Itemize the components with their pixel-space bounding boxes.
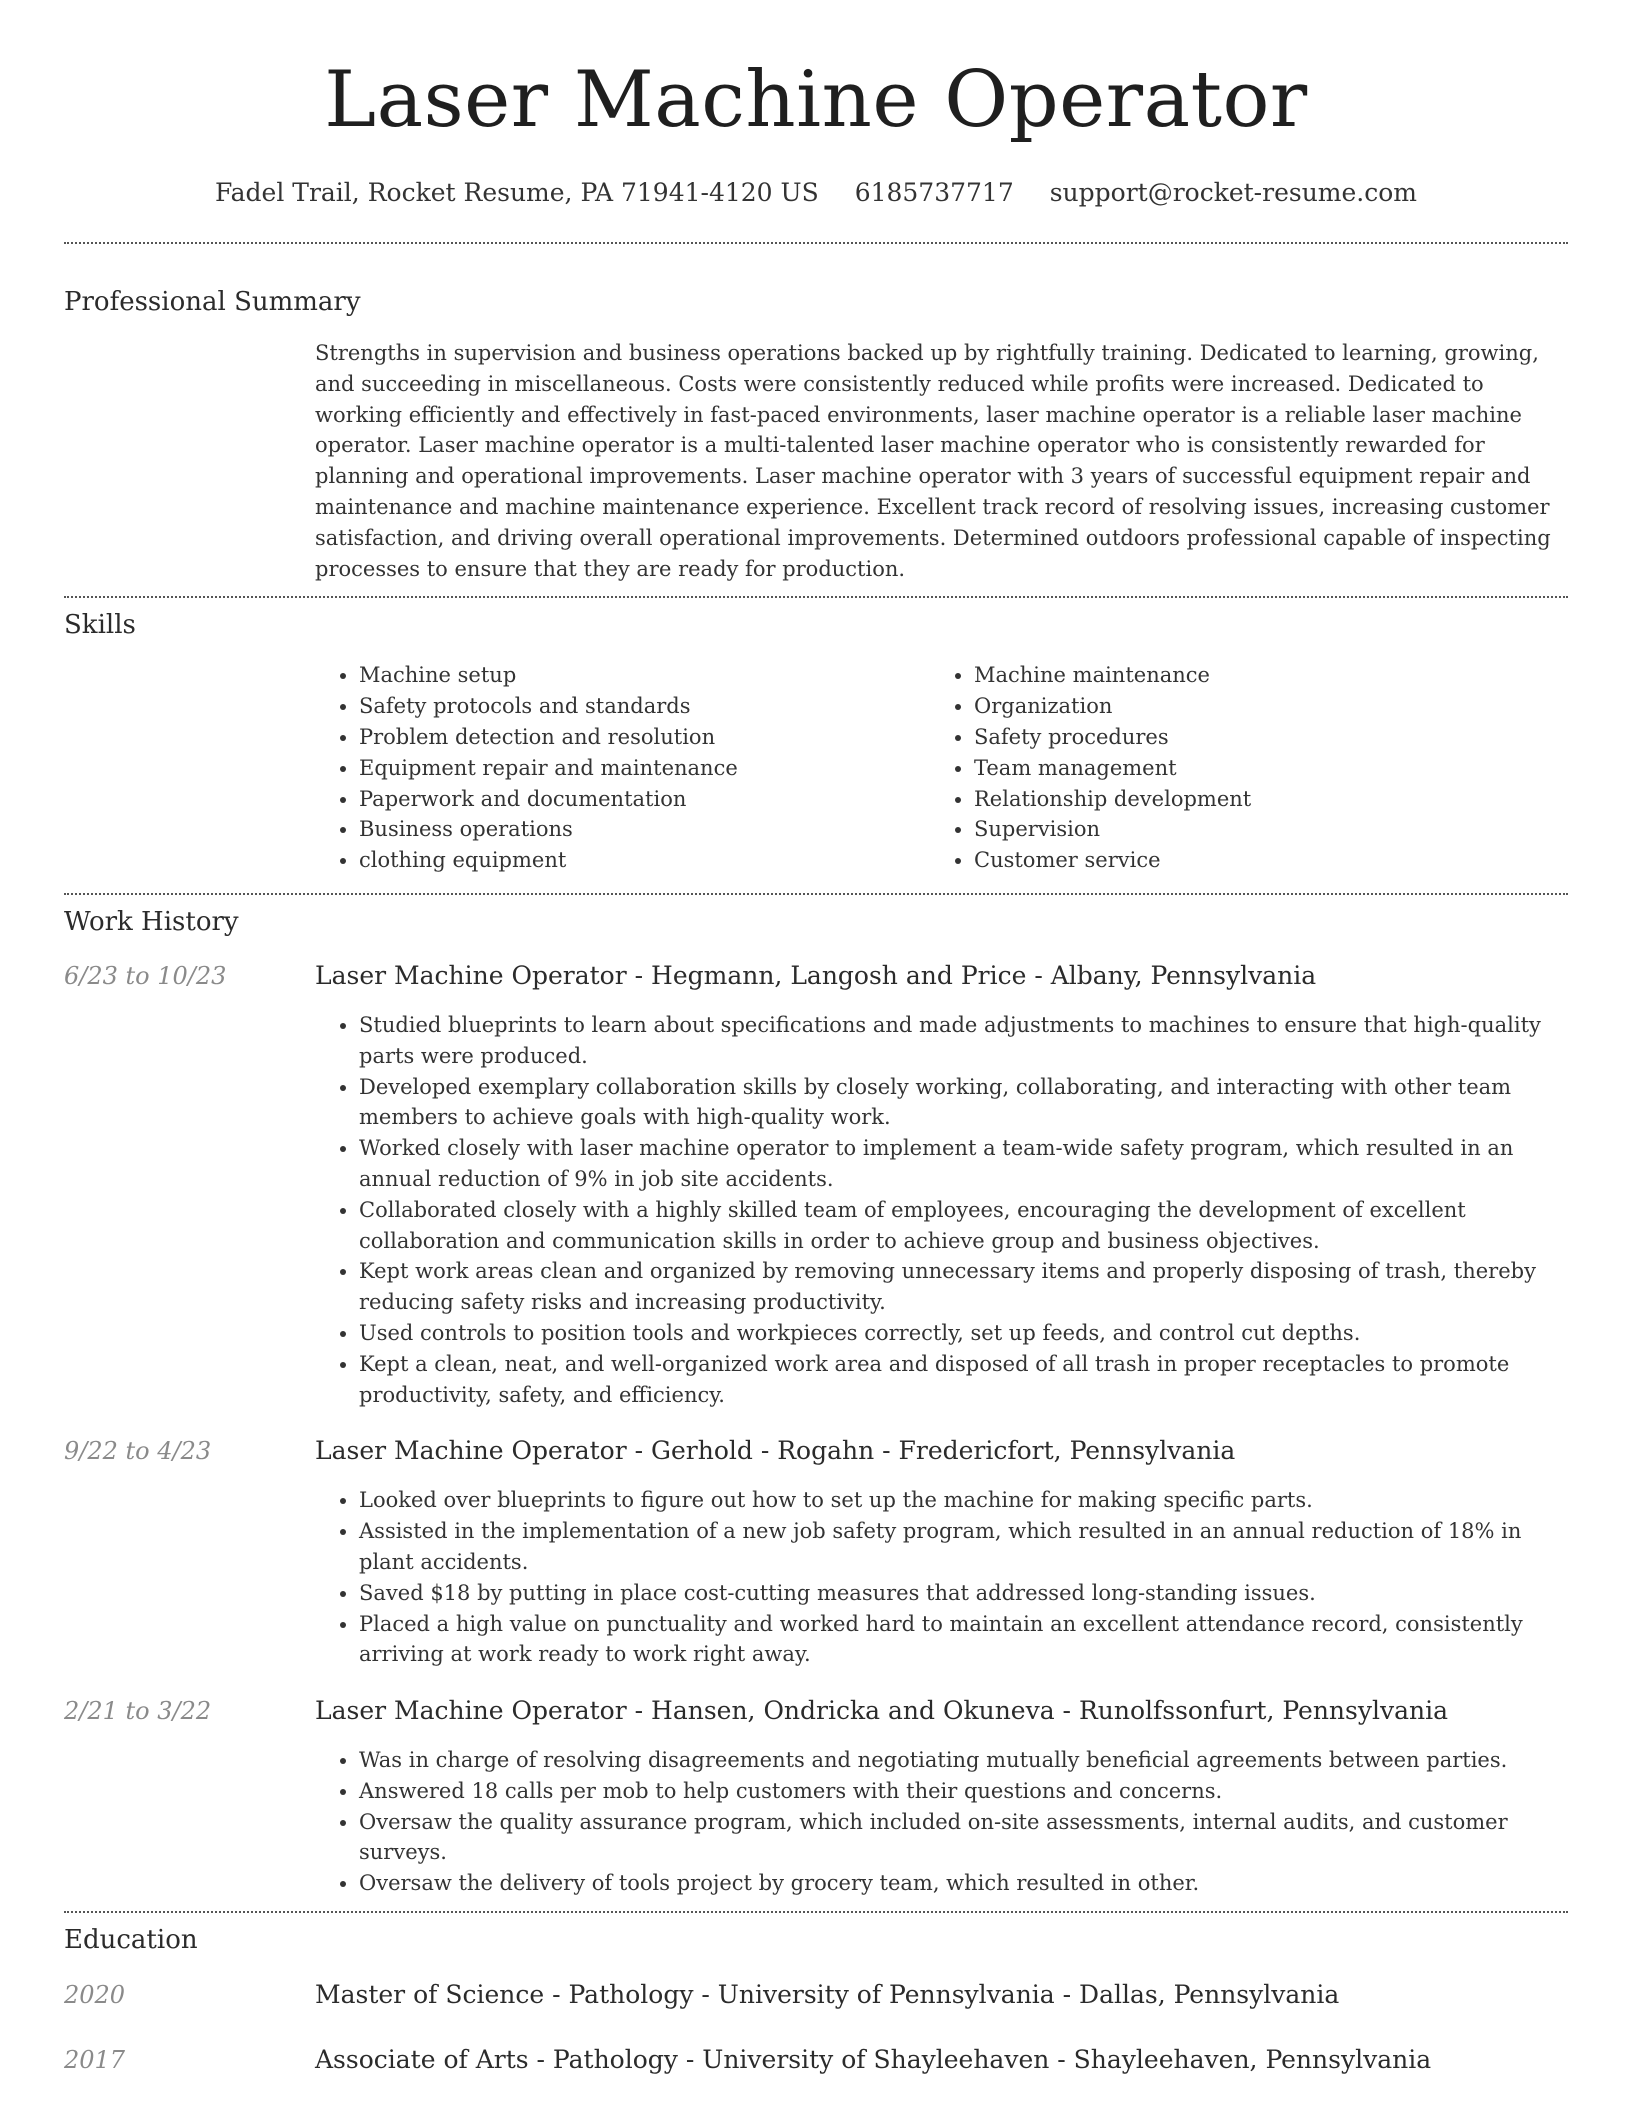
job-bullet: • Oversaw the delivery of tools project by grocery team, which resulted in other. bbox=[359, 1868, 1568, 1899]
job-bullet: • Developed exemplary collaboration skills by closely working, collaborating, and interacting with other team members to achieve goals with high-quality work. bbox=[359, 1072, 1568, 1134]
job-heading-row bbox=[64, 1696, 1568, 1725]
contact-address: Fadel Trail, Rocket Resume, PA 71941-4120 US bbox=[214, 178, 819, 207]
contact-email: support@rocket-resume.com bbox=[1049, 178, 1418, 207]
summary-title: Professional Summary bbox=[64, 287, 361, 317]
job-heading-row bbox=[64, 961, 1568, 990]
skill-item: • Customer service bbox=[974, 845, 1545, 876]
job-bullet: • Collaborated closely with a highly skilled team of employees, encouraging the development of excellent collaboration and communication skills in order to achieve group and business objectives. bbox=[359, 1195, 1568, 1257]
job-heading: Laser Machine Operator - Hegmann, Langosh and Price - Albany, Pennsylvania bbox=[315, 960, 1317, 990]
education-heading: Master of Science - Pathology - University of Pennsylvania - Dallas, Pennsylvania bbox=[315, 1980, 1340, 2010]
job-bullet: • Saved $18 by putting in place cost-cutting measures that addressed long-standing issues. bbox=[359, 1578, 1568, 1609]
skill-item: • Paperwork and documentation bbox=[359, 784, 930, 815]
job-bullet: • Assisted in the implementation of a new job safety program, which resulted in an annual reduction of 18% in plant accidents. bbox=[359, 1516, 1568, 1578]
job-dates: 6/23 to 10/23 bbox=[64, 961, 227, 990]
education-year: 2017 bbox=[64, 2046, 126, 2075]
job-dates: 9/22 to 4/23 bbox=[64, 1437, 212, 1466]
divider bbox=[64, 242, 1568, 244]
skill-item: • Team management bbox=[974, 753, 1545, 784]
resume-header bbox=[64, 0, 1568, 208]
skill-item: • Equipment repair and maintenance bbox=[359, 753, 930, 784]
skill-item: • Safety protocols and standards bbox=[359, 691, 930, 722]
job-bullet: • Worked closely with laser machine operator to implement a team-wide safety program, which resulted in an annual reduction of 9% in job site accidents. bbox=[359, 1133, 1568, 1195]
divider bbox=[64, 1911, 1568, 1913]
skills-column-left bbox=[315, 660, 930, 876]
education-year: 2020 bbox=[64, 1981, 126, 2010]
job-bullets bbox=[315, 1485, 1568, 1670]
job-dates: 2/21 to 3/22 bbox=[64, 1697, 212, 1726]
candidate-name: Laser Machine Operator bbox=[324, 55, 1308, 145]
skill-item: • clothing equipment bbox=[359, 845, 930, 876]
job-bullets bbox=[315, 1010, 1568, 1410]
skill-item: • Organization bbox=[974, 691, 1545, 722]
job-heading: Laser Machine Operator - Gerhold - Rogahn - Fredericfort, Pennsylvania bbox=[315, 1436, 1236, 1466]
divider bbox=[64, 596, 1568, 598]
job-bullet: • Was in charge of resolving disagreements and negotiating mutually beneficial agreements between parties. bbox=[359, 1745, 1568, 1776]
skill-item: • Machine maintenance bbox=[974, 660, 1545, 691]
job-bullet: • Kept work areas clean and organized by removing unnecessary items and properly disposing of trash, thereby reducing safety risks and increasing productivity. bbox=[359, 1256, 1568, 1318]
job-entry bbox=[64, 1436, 1568, 1670]
divider bbox=[64, 893, 1568, 895]
skills-column-right bbox=[930, 660, 1545, 876]
job-bullet: • Oversaw the quality assurance program, which included on-site assessments, internal audits, and customer surveys. bbox=[359, 1807, 1568, 1869]
job-bullet: • Placed a high value on punctuality and worked hard to maintain an excellent attendance record, consistently arriving at work ready to work right away. bbox=[359, 1609, 1568, 1671]
skill-item: • Problem detection and resolution bbox=[359, 722, 930, 753]
work-title: Work History bbox=[64, 906, 239, 937]
skill-item: • Business operations bbox=[359, 814, 930, 845]
skills-list bbox=[315, 660, 1568, 876]
education-heading: Associate of Arts - Pathology - University of Shayleehaven - Shayleehaven, Pennsylvania bbox=[315, 2045, 1432, 2075]
job-bullet: • Answered 18 calls per mob to help customers with their questions and concerns. bbox=[359, 1776, 1568, 1807]
job-bullet: • Used controls to position tools and workpieces correctly, set up feeds, and control cut depths. bbox=[359, 1318, 1568, 1349]
job-bullets bbox=[315, 1745, 1568, 1899]
education-entry bbox=[64, 2045, 1568, 2074]
job-bullet: • Kept a clean, neat, and well-organized work area and disposed of all trash in proper receptacles to promote productivity, safety, and efficiency. bbox=[359, 1349, 1568, 1411]
summary-text: Strengths in supervision and business operations backed up by rightfully training. Dedicated to learning, growing, and succeeding in miscellaneous. Costs were consistently reduced while profits were increased. Dedicated to working efficiently and effectively in fast-paced environments, laser machine operator is a reliable laser machine operator. Laser machine operator is a multi-talented laser machine operator who is consistently rewarded for planning and operational improvements. Laser machine operator with 3 years of successful equipment repair and maintenance and machine maintenance experience. Excellent track record of resolving issues, increasing customer satisfaction, and driving overall operational improvements. Determined outdoors professional capable of inspecting processes to ensure that they are ready for production. bbox=[315, 341, 1551, 581]
skills-title: Skills bbox=[64, 610, 136, 641]
skill-item: • Safety procedures bbox=[974, 722, 1545, 753]
contact-line bbox=[64, 178, 1568, 208]
contact-phone: 6185737717 bbox=[854, 178, 1014, 207]
resume-page bbox=[64, 0, 1568, 2074]
skill-item: • Machine setup bbox=[359, 660, 930, 691]
education-entry bbox=[64, 1980, 1568, 2009]
skill-item: • Supervision bbox=[974, 814, 1545, 845]
job-bullet: • Studied blueprints to learn about specifications and made adjustments to machines to ensure that high-quality parts were produced. bbox=[359, 1010, 1568, 1072]
skill-item: • Relationship development bbox=[974, 784, 1545, 815]
job-bullet: • Looked over blueprints to figure out how to set up the machine for making specific parts. bbox=[359, 1485, 1568, 1516]
job-heading-row bbox=[64, 1436, 1568, 1465]
job-heading: Laser Machine Operator - Hansen, Ondricka and Okuneva - Runolfssonfurt, Pennsylvania bbox=[315, 1696, 1449, 1726]
education-title: Education bbox=[64, 1925, 198, 1956]
job-entry bbox=[64, 961, 1568, 1410]
job-entry bbox=[64, 1696, 1568, 1899]
